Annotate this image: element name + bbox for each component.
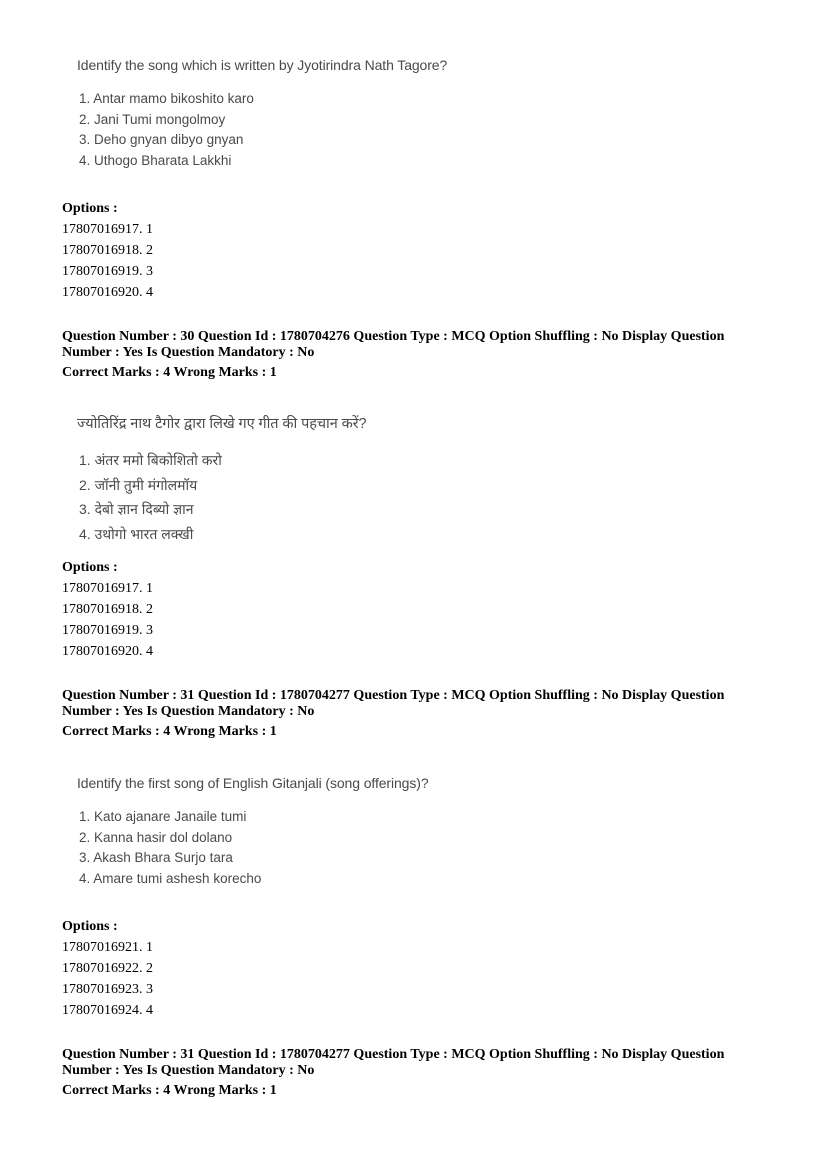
- marks-line: Correct Marks : 4 Wrong Marks : 1: [62, 1083, 277, 1098]
- option-row: 17807016924. 4: [62, 1003, 153, 1018]
- choice-3: 3. Deho gnyan dibyo gnyan: [79, 132, 244, 147]
- option-row: 17807016919. 3: [62, 264, 153, 279]
- marks-line: Correct Marks : 4 Wrong Marks : 1: [62, 365, 277, 380]
- question-meta-q30: [62, 329, 752, 381]
- question-meta-q31-repeat: [62, 1047, 752, 1099]
- option-row: 17807016920. 4: [62, 285, 153, 300]
- options-list-q31: [62, 916, 153, 1021]
- option-row: 17807016919. 3: [62, 623, 153, 638]
- choice-3: 3. देबो ज्ञान दिब्यो ज्ञान: [79, 501, 194, 517]
- choice-4: 4. Amare tumi ashesh korecho: [79, 870, 262, 886]
- choice-2: 2. Kanna hasir dol dolano: [79, 829, 233, 845]
- options-label: Options :: [62, 919, 118, 934]
- choice-1: 1. Kato ajanare Janaile tumi: [79, 809, 247, 824]
- choice-2: 2. जॉनी तुमी मंगोलमॉय: [79, 476, 198, 493]
- choice-3: 3. Akash Bhara Surjo tara: [79, 850, 233, 865]
- question-meta-line: Question Number : 31 Question Id : 1780704277 Question Type : MCQ Option Shuffling : No Display Question Number : Yes Is Question Mandatory : No: [62, 688, 725, 719]
- choice-1: 1. अंतर ममो बिकोशितो करो: [79, 452, 222, 468]
- options-list-q30: [62, 557, 153, 662]
- option-row: 17807016918. 2: [62, 243, 153, 258]
- choice-4: 4. Uthogo Bharata Lakkhi: [79, 152, 232, 168]
- marks-line: Correct Marks : 4 Wrong Marks : 1: [62, 724, 277, 739]
- option-row: 17807016917. 1: [62, 222, 153, 237]
- question-meta-line: Question Number : 31 Question Id : 1780704277 Question Type : MCQ Option Shuffling : No Display Question Number : Yes Is Question Mandatory : No: [62, 1047, 725, 1078]
- choice-1: 1. Antar mamo bikoshito karo: [79, 91, 254, 106]
- option-row: 17807016921. 1: [62, 940, 153, 955]
- choice-4: 4. उथोगो भारत लक्खी: [79, 525, 194, 542]
- question-prompt: Identify the song which is written by Jyotirindra Nath Tagore?: [77, 57, 448, 73]
- option-row: 17807016922. 2: [62, 961, 153, 976]
- option-row: 17807016920. 4: [62, 644, 153, 659]
- options-label: Options :: [62, 201, 118, 216]
- option-row: 17807016918. 2: [62, 602, 153, 617]
- options-list-q29: [62, 198, 153, 303]
- question-prompt: Identify the first song of English Gitanjali (song offerings)?: [77, 775, 429, 791]
- question-meta-line: Question Number : 30 Question Id : 1780704276 Question Type : MCQ Option Shuffling : No Display Question Number : Yes Is Question Mandatory : No: [62, 329, 725, 360]
- question-image-q31: [77, 775, 429, 891]
- question-prompt: ज्योतिरिंद्र नाथ टैगोर द्वारा लिखे गए गीत की पहचान करें?: [77, 416, 367, 432]
- option-row: 17807016923. 3: [62, 982, 153, 997]
- option-row: 17807016917. 1: [62, 581, 153, 596]
- choice-2: 2. Jani Tumi mongolmoy: [79, 111, 226, 127]
- question-meta-q31: [62, 688, 752, 740]
- question-image-q30: [77, 413, 366, 549]
- question-image-q29: [77, 57, 447, 173]
- options-label: Options :: [62, 560, 118, 575]
